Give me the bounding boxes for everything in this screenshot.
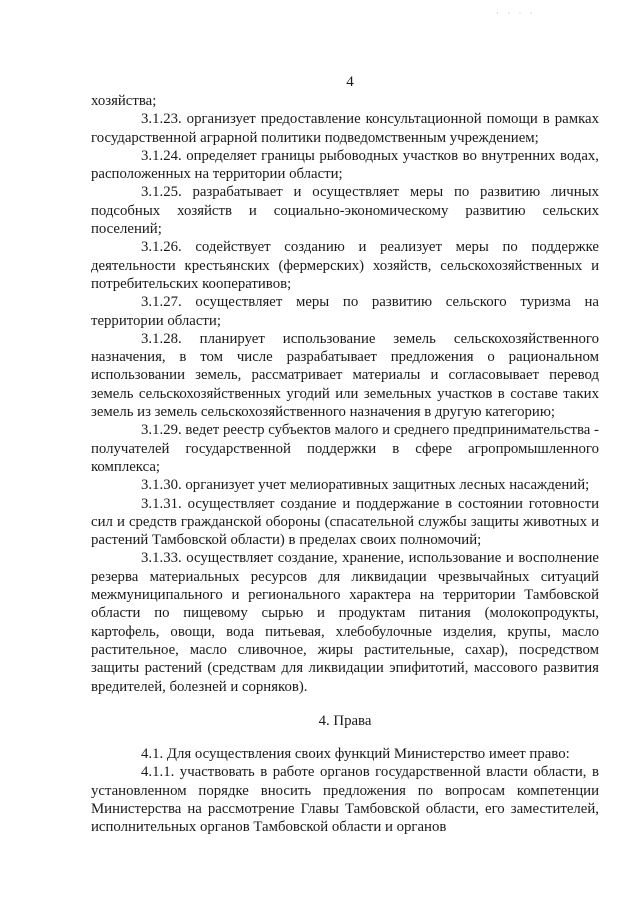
paragraph-3-1-27: 3.1.27. осуществляет меры по развитию сельского туризма на территории области; (91, 294, 599, 329)
paragraph-3-1-29: 3.1.29. ведет реестр субъектов малого и среднего предпринимательства - получателей государственной поддержки в сфере агропромышленного комплекса; (91, 422, 599, 475)
paragraph-3-1-31: 3.1.31. осуществляет создание и поддержание в состоянии готовности сил и средств гражданской обороны (спасательной службы защиты животных и растений Тамбовской области) в пределах своих полномочий; (91, 495, 599, 549)
scan-artifact: · · · · (496, 8, 536, 18)
paragraph-4-1-1: 4.1.1. участвовать в работе органов государственной власти области, в установленном порядке вносить предложения по вопросам компетенции Министерства на рассмотрение Главы Тамбовской области, его заместителей, исполнительных органов Тамбовской области и органов (91, 764, 599, 836)
paragraph-3-1-33: 3.1.33. осуществляет создание, хранение, использование и восполнение резерва материальных ресурсов для ликвидации чрезвычайных ситуаций межмуниципального и регионального характера на территории Тамбовской области по пищевому сырью и продуктам питания (молокопродукты, картофель, овощи, вода питьевая, хлебобулочные изделия, крупы, масло растительное, масло сливочное, жиры растительные, сахар), посредством защиты растений (средствам для ликвидации эпифитотий, массового развития вредителей, болезней и сорняков). (91, 550, 599, 695)
paragraph-3-1-23: 3.1.23. организует предоставление консультационной помощи в рамках государственной аграрной политики подведомственным учреждением; (91, 111, 599, 146)
paragraph-3-1-28: 3.1.28. планирует использование земель сельскохозяйственного назначения, в том числе разрабатывает предложения о рациональном использовании земель, рассматривает материалы и согласовывает перевод земель сельскохозяйственных угодий или земельных участков в составе таких земель из земель сельскохозяйственного назначения в другую категорию; (91, 330, 599, 421)
paragraph-4-1: 4.1. Для осуществления своих функций Министерство имеет право: (141, 746, 570, 763)
page-number: 4 (346, 74, 354, 90)
paragraph-3-1-30: 3.1.30. организует учет мелиоративных защитных лесных насаждений; (141, 477, 590, 494)
paragraph-3-1-25: 3.1.25. разрабатывает и осуществляет меры по развитию личных подсобных хозяйств и социально-экономическому развитию сельских поселений; (91, 184, 599, 238)
document-body (91, 92, 599, 837)
paragraph-continuation: хозяйства; (91, 93, 157, 109)
section-heading: 4. Права (318, 712, 372, 729)
paragraph-3-1-24: 3.1.24. определяет границы рыбоводных участков во внутренних водах, расположенных на территории области; (91, 147, 599, 183)
paragraph-3-1-26: 3.1.26. содействует созданию и реализует меры по поддержке деятельности крестьянских (фермерских) хозяйств, сельскохозяйственных и потребительских кооперативов; (91, 239, 599, 292)
